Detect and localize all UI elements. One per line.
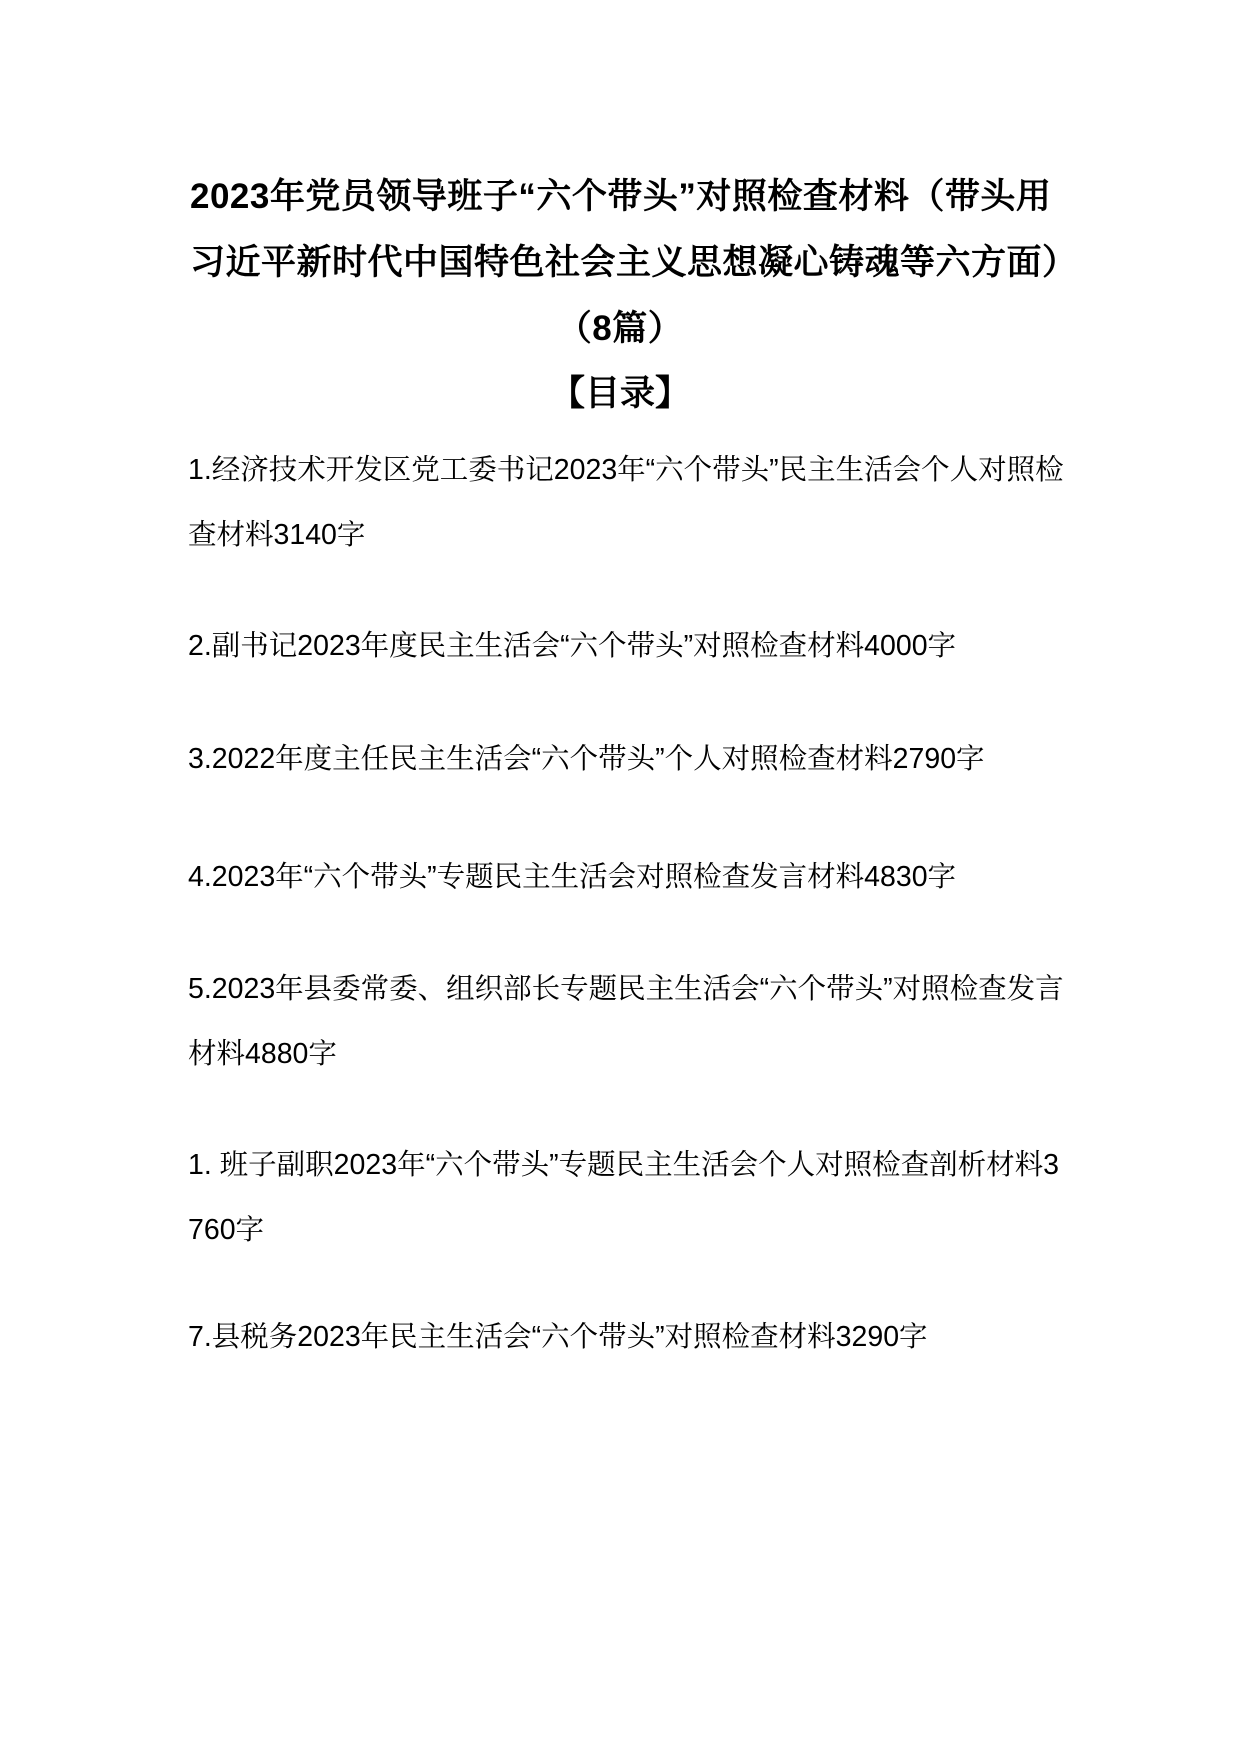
toc-item-4: 4.2023年“六个带头”专题民主生活会对照检查发言材料4830字 (188, 861, 957, 893)
toc-item-3: 3.2022年度主任民主生活会“六个带头”个人对照检查材料2790字 (188, 743, 985, 775)
title-line-1: 2023年党员领导班子“六个带头”对照检查材料（带头用 (190, 177, 1052, 216)
title-line-3: （8篇） (556, 309, 684, 348)
document-title (190, 164, 1078, 362)
toc-item-2: 2.副书记2023年度民主生活会“六个带头”对照检查材料4000字 (188, 630, 957, 662)
toc-heading: 【目录】 (549, 374, 690, 413)
toc-item-1: 1.经济技术开发区党工委书记2023年“六个带头”民主生活会个人对照检查材料3140字 (188, 454, 1064, 551)
toc-item-7: 7.县税务2023年民主生活会“六个带头”对照检查材料3290字 (188, 1321, 928, 1353)
toc-item-6: 1. 班子副职2023年“六个带头”专题民主生活会个人对照检查剖析材料3760字 (188, 1149, 1059, 1246)
toc-item-5: 5.2023年县委常委、组织部长专题民主生活会“六个带头”对照检查发言材料4880字 (188, 973, 1064, 1070)
title-line-2: 习近平新时代中国特色社会主义思想凝心铸魂等六方面） (190, 243, 1078, 282)
